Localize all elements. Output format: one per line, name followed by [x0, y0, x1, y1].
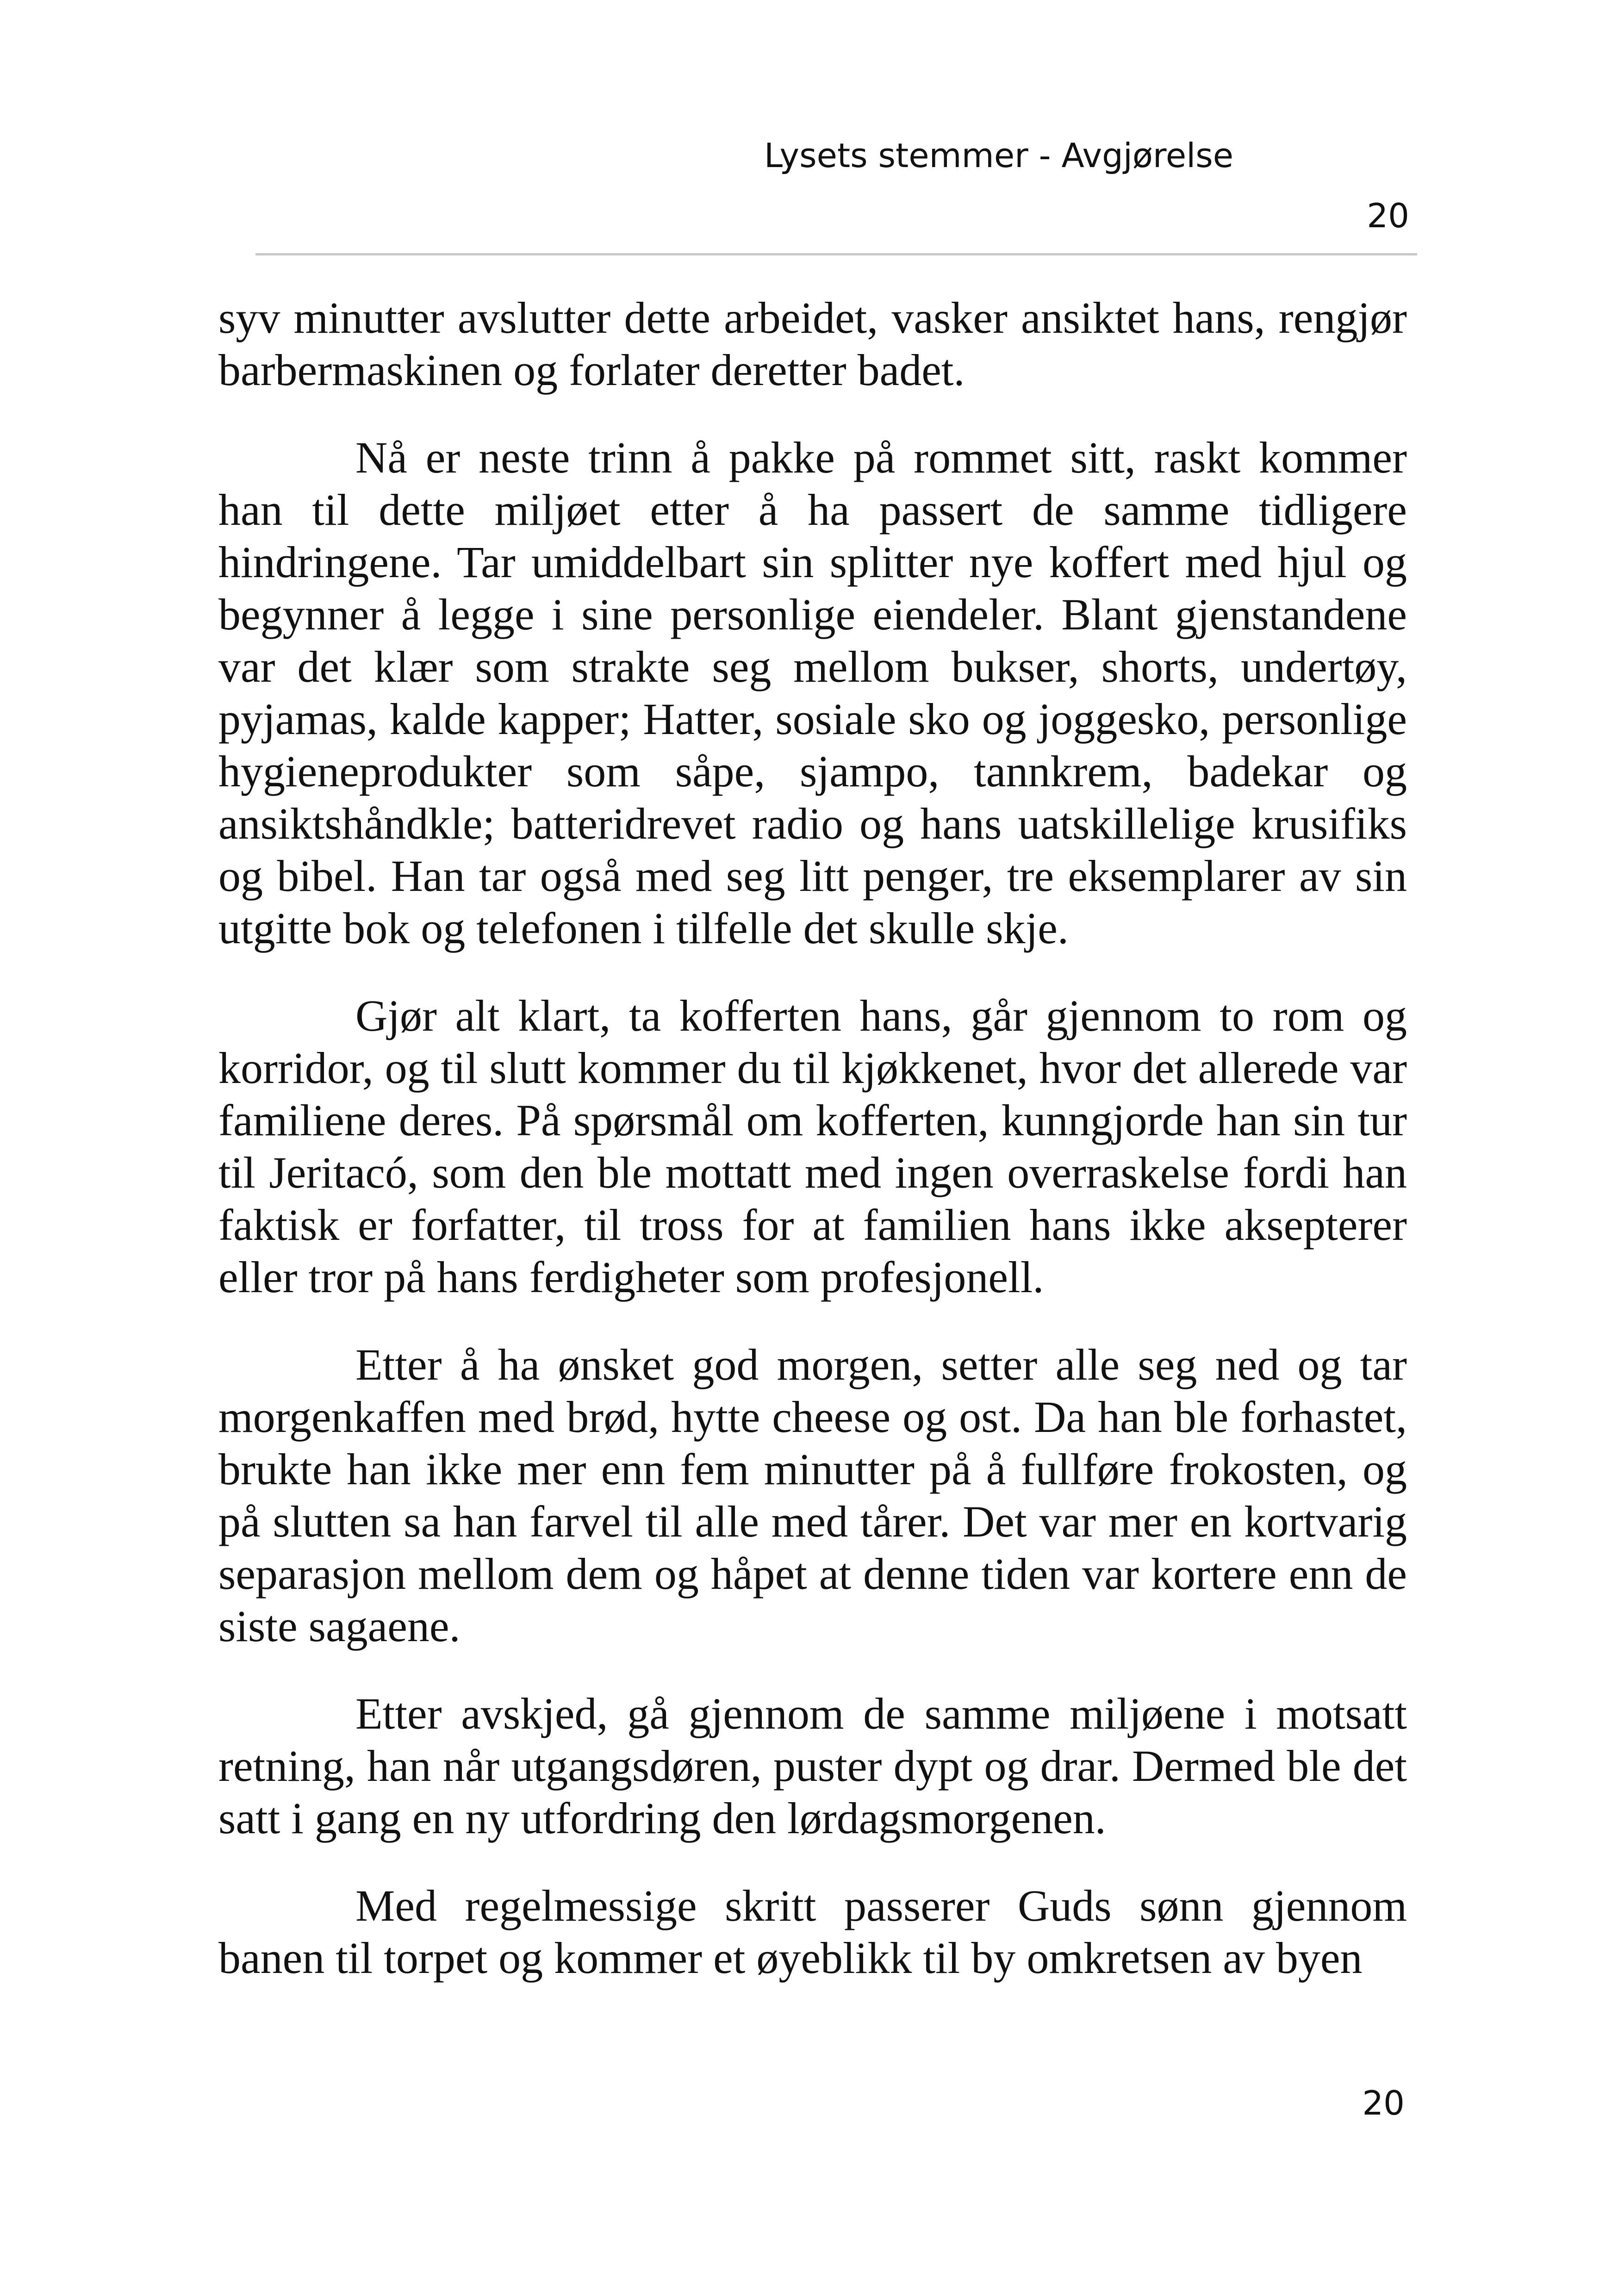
header-page-number: 20 [1367, 196, 1409, 235]
running-header-title: Lysets stemmer - Avgjørelse [764, 136, 1233, 175]
paragraph: Etter å ha ønsket god morgen, setter alle seg ned og tar morgenkaffen med brød, hytte cheese og ost. Da han ble forhastet, brukte han ikke mer enn fem minutter på å fullføre frokosten, og på slutten sa han farvel til alle med tårer. Det var mer en kortvarig separasjon mellom dem og håpet at denne tiden var kortere enn de siste sagaene. [218, 1340, 1407, 1651]
paragraph: Etter avskjed, gå gjennom de samme miljøene i motsatt retning, han når utgangsdøren, puster dypt og drar. Dermed ble det satt i gang en ny utfordring den lørdagsmorgenen. [218, 1689, 1407, 1843]
header-divider [255, 253, 1417, 255]
body-text [218, 292, 1407, 1984]
paragraph: Nå er neste trinn å pakke på rommet sitt, raskt kommer han til dette miljøet etter å ha passert de samme tidligere hindringene. Tar umiddelbart sin splitter nye koffert med hjul og begynner å legge i sine personlige eiendeler. Blant gjenstandene var det klær som strakte seg mellom bukser, shorts, undertøy, pyjamas, kalde kapper; Hatter, sosiale sko og joggesko, personlige hygieneprodukter som såpe, sjampo, tannkrem, badekar og ansiktshåndkle; batteridrevet radio og hans uatskillelige krusifiks og bibel. Han tar også med seg litt penger, tre eksemplarer av sin utgitte bok og telefonen i tilfelle det skulle skje. [218, 433, 1407, 953]
footer-page-number: 20 [1362, 2084, 1405, 2122]
paragraph: syv minutter avslutter dette arbeidet, vasker ansiktet hans, rengjør barbermaskinen og forlater deretter badet. [218, 293, 1407, 395]
paragraph: Med regelmessige skritt passerer Guds sønn gjennom banen til torpet og kommer et øyeblikk til by omkretsen av byen [218, 1881, 1407, 1983]
paragraph: Gjør alt klart, ta kofferten hans, går gjennom to rom og korridor, og til slutt kommer du til kjøkkenet, hvor det allerede var familiene deres. På spørsmål om kofferten, kunngjorde han sin tur til Jeritacó, som den ble mottatt med ingen overraskelse fordi han faktisk er forfatter, til tross for at familien hans ikke aksepterer eller tror på hans ferdigheter som profesjonell. [218, 991, 1407, 1302]
